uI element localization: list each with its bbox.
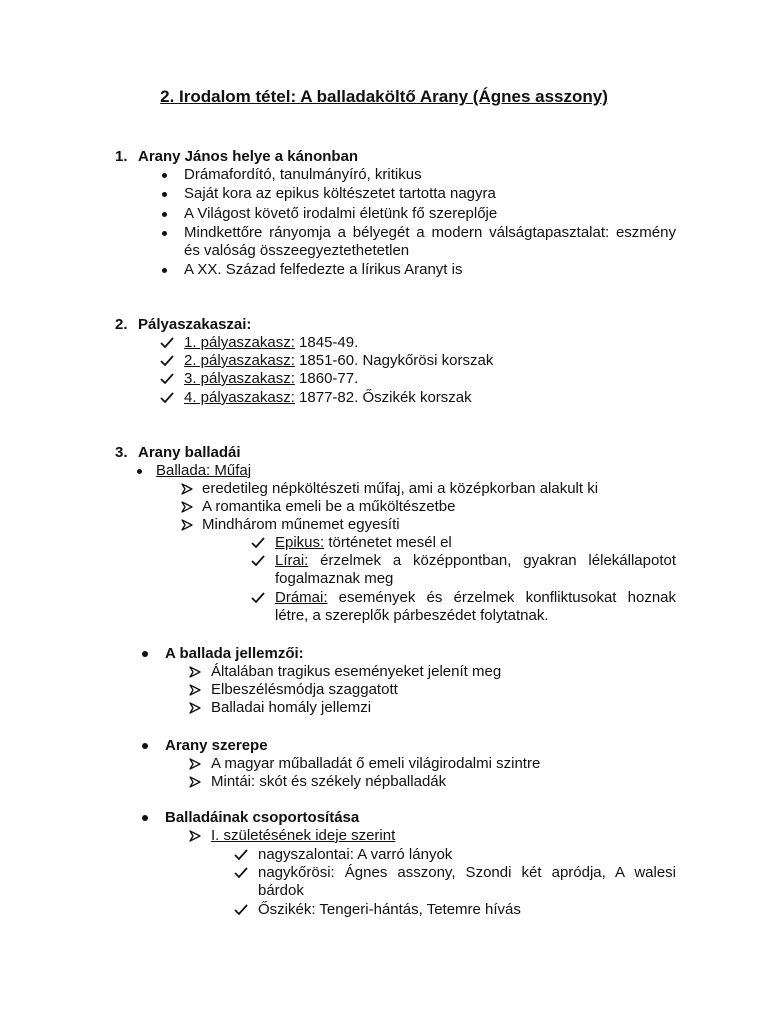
list-item — [275, 534, 452, 552]
mode-text: események és érzelmek konfliktusokat hoznak létre, a szereplők párbeszédet folytatnak. — [275, 589, 676, 624]
list-item: Balladai homály jellemzi — [211, 699, 372, 716]
list-item: Elbeszélésmódja szaggatott — [211, 681, 398, 698]
list-item: eredetileg népköltészeti műfaj, ami a középkorban alakult ki — [202, 480, 599, 497]
list-item: Drámafordító, tanulmányíró, kritikus — [184, 166, 422, 183]
period-text: 1851-60. Nagykőrösi korszak — [294, 352, 494, 369]
list-item: Általában tragikus eseményeket jelenít meg — [211, 663, 502, 680]
section-2-heading: Pályaszakaszai: — [138, 316, 252, 333]
page-title: 2. Irodalom tétel: A balladaköltő Arany (Ágnes asszony) — [160, 87, 608, 106]
features-heading: A ballada jellemzői: — [165, 645, 304, 662]
list-item: nagyszalontai: A varró lányok — [258, 846, 453, 863]
list-item: A romantika emeli be a műköltészetbe — [202, 498, 456, 515]
list-item — [184, 334, 358, 352]
list-item: Mindhárom műnemet egyesíti — [202, 516, 400, 533]
period-label: 1. pályaszakasz: — [184, 334, 295, 351]
list-item: A XX. Század felfedezte a lírikus Aranyt is — [184, 261, 463, 278]
genre-label: Ballada: Műfaj — [156, 462, 252, 479]
section-1-number: 1. — [115, 148, 128, 165]
role-heading: Arany szerepe — [165, 737, 268, 754]
list-item: Saját kora az epikus költészetet tartotta nagyra — [184, 185, 496, 202]
grouping-subheading: I. születésének ideje szerint — [211, 827, 396, 844]
section-2-number: 2. — [115, 316, 128, 333]
period-text: 1877-82. Őszikék korszak — [294, 389, 472, 406]
mode-label: Lírai: — [275, 552, 309, 569]
list-item: Mindkettőre rányomja a bélyegét a modern válságtapasztalat: eszmény és valóság összeegyeztethetetlen — [184, 224, 676, 259]
list-item — [184, 370, 358, 388]
list-item — [184, 352, 493, 370]
mode-label: Drámai: — [275, 589, 328, 606]
section-3-number: 3. — [115, 444, 128, 461]
list-item — [184, 389, 472, 407]
section-1-heading: Arany János helye a kánonban — [138, 148, 359, 165]
mode-label: Epikus: — [275, 534, 325, 551]
period-label: 4. pályaszakasz: — [184, 389, 295, 406]
section-3-heading: Arany balladái — [138, 444, 241, 461]
period-label: 3. pályaszakasz: — [184, 370, 295, 387]
grouping-heading: Balladáinak csoportosítása — [165, 809, 360, 826]
list-item: Őszikék: Tengeri-hántás, Tetemre hívás — [258, 901, 521, 918]
period-text: 1860-77. — [294, 370, 359, 387]
list-item — [275, 552, 676, 588]
list-item: nagykőrösi: Ágnes asszony, Szondi két apródja, A walesi bárdok — [258, 864, 676, 899]
period-text: 1845-49. — [294, 334, 359, 351]
list-item: A Világost követő irodalmi életünk fő szereplője — [184, 205, 498, 222]
mode-text: történetet mesél el — [324, 534, 452, 551]
list-item — [275, 589, 676, 625]
mode-text: érzelmek a középpontban, gyakran lélekállapotot fogalmaznak meg — [275, 552, 676, 587]
list-item: Mintái: skót és székely népballadák — [211, 773, 447, 790]
period-label: 2. pályaszakasz: — [184, 352, 295, 369]
list-item: A magyar műballadát ő emeli világirodalmi szintre — [211, 755, 541, 772]
